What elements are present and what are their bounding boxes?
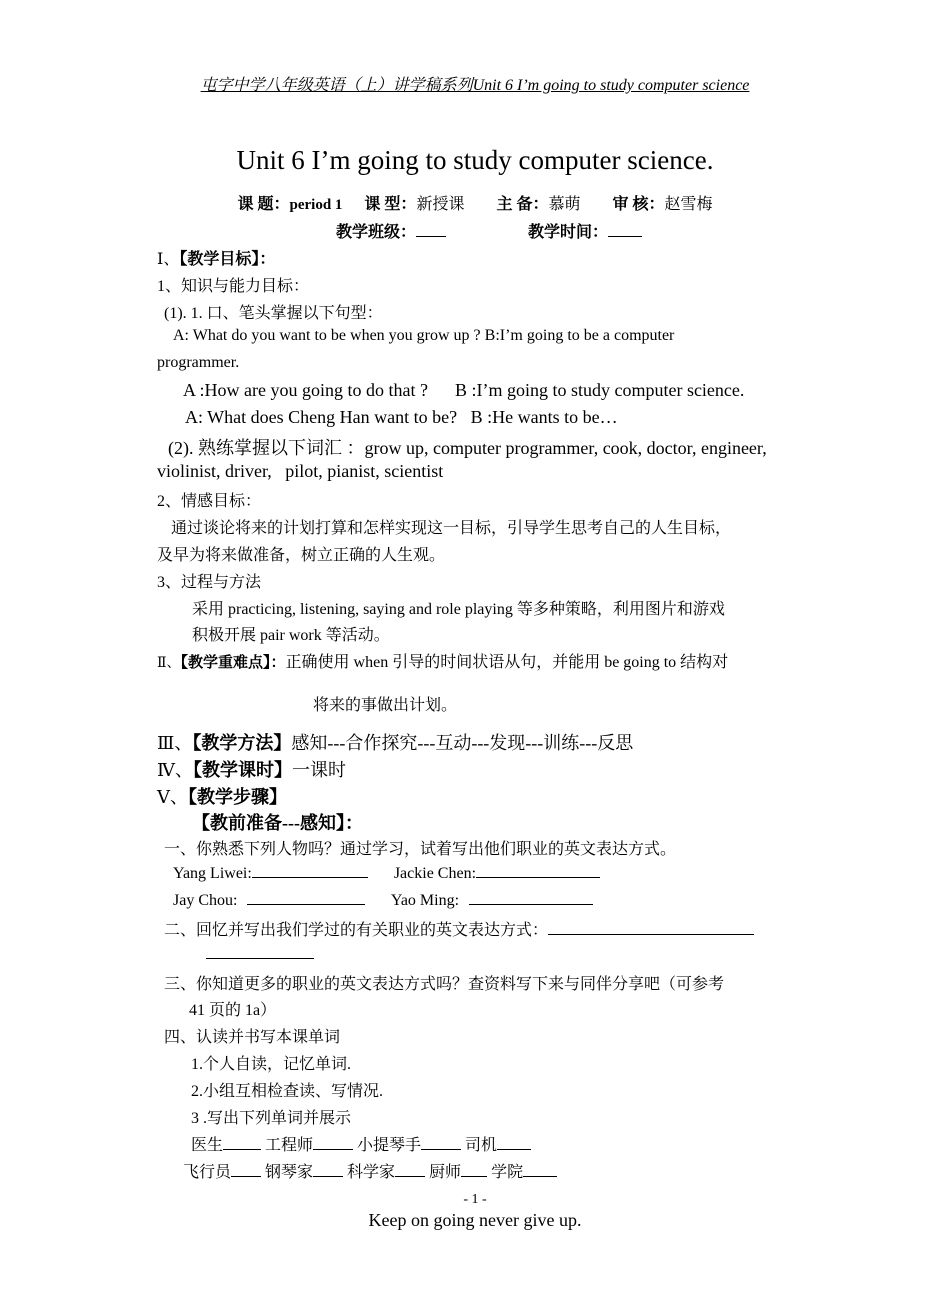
- answer-blank[interactable]: [247, 890, 365, 905]
- pattern-2: A :How are you going to do that ? B :I’m going to study computer science.: [183, 380, 745, 400]
- type-value: 新授课: [416, 196, 465, 213]
- pre-class-heading: 【教前准备---感知】：: [192, 813, 363, 833]
- class-time-row: [336, 219, 642, 242]
- task-4: 四、认读并书写本课单词: [164, 1029, 341, 1046]
- page-number: - 1 -: [463, 1192, 487, 1207]
- process-method: 3、过程与方法: [157, 574, 262, 591]
- sentence-patterns-label: (1). 1. 口、笔头掌握以下句型：: [164, 305, 383, 322]
- task-2: 二、回忆并写出我们学过的有关职业的英文表达方式：: [164, 917, 754, 940]
- task-3-line-1: 三、你知道更多的职业的英文表达方式吗？查资料写下来与同伴分享吧（可参考: [164, 976, 725, 993]
- review-value: 赵雪梅: [664, 196, 713, 213]
- answer-blank[interactable]: [252, 863, 368, 878]
- answer-blank[interactable]: [231, 1162, 261, 1177]
- time-label: 教学时间：: [528, 224, 609, 241]
- teaching-method: Ⅲ、【教学方法】感知---合作探究---互动---发现---训练---反思: [157, 733, 634, 753]
- answer-blank[interactable]: [395, 1162, 425, 1177]
- knowledge-goal: 1、知识与能力目标：: [157, 278, 310, 295]
- prep-label: 主 备：: [496, 196, 549, 213]
- time-blank[interactable]: [608, 222, 642, 237]
- document-title: Unit 6 I’m going to study computer science.: [236, 145, 714, 175]
- objectives-heading: Ⅰ、【教学目标】：: [157, 251, 276, 268]
- answer-blank[interactable]: [421, 1135, 461, 1150]
- answer-blank[interactable]: [461, 1162, 487, 1177]
- answer-blank[interactable]: [313, 1162, 343, 1177]
- answer-blank[interactable]: [206, 944, 314, 959]
- class-label: 教学班级：: [336, 224, 417, 241]
- task-4-step-1: 1.个人自读，记忆单词.: [191, 1056, 352, 1073]
- topic-label: 课 题：: [237, 196, 290, 213]
- process-method-text-2: 积极开展 pair work 等活动。: [192, 627, 390, 644]
- prep-value: 慕萌: [548, 196, 581, 213]
- review-label: 审 核：: [612, 196, 665, 213]
- emotion-goal: 2、情感目标：: [157, 493, 262, 510]
- pattern-1a: A: What do you want to be when you grow up ? B:I’m going to be a computer: [173, 327, 675, 344]
- vocabulary-line-2: violinist, driver, pilot, pianist, scientist: [157, 461, 444, 481]
- answer-blank[interactable]: [523, 1162, 557, 1177]
- task-1-row-1: Yang Liwei: Jackie Chen:: [173, 863, 600, 883]
- class-blank[interactable]: [416, 222, 446, 237]
- answer-blank[interactable]: [469, 890, 593, 905]
- emotion-goal-text-2: 及早为将来做准备，树立正确的人生观。: [157, 547, 446, 564]
- pattern-3: A: What does Cheng Han want to be? B :He wants to be…: [185, 407, 618, 427]
- key-points-line-2: 将来的事做出计划。: [313, 697, 458, 714]
- process-method-text-1: 采用 practicing, listening, saying and role playing 等多种策略，利用图片和游戏: [192, 601, 725, 618]
- answer-blank[interactable]: [497, 1135, 531, 1150]
- vocabulary-line-1: (2). 熟练掌握以下词汇 ：grow up, computer programmer, cook, doctor, engineer,: [168, 438, 767, 458]
- word-row-1: 医生 工程师 小提琴手 司机: [191, 1132, 531, 1155]
- emotion-goal-text-1: 通过谈论将来的计划打算和怎样实现这一目标，引导学生思考自己的人生目标，: [171, 520, 732, 537]
- task-3-line-2: 41 页的 1a）: [189, 1002, 277, 1019]
- answer-blank[interactable]: [476, 863, 600, 878]
- answer-blank[interactable]: [548, 920, 754, 935]
- topic-value: period 1: [289, 197, 343, 213]
- course-info-row: [0, 191, 950, 214]
- task-4-step-2: 2.小组互相检查读、写情况.: [191, 1083, 384, 1100]
- task-1: 一、你熟悉下列人物吗？通过学习，试着写出他们职业的英文表达方式。: [164, 841, 677, 858]
- answer-blank[interactable]: [313, 1135, 353, 1150]
- type-label: 课 型：: [364, 196, 417, 213]
- answer-blank[interactable]: [223, 1135, 261, 1150]
- task-4-step-3: 3 .写出下列单词并展示: [191, 1110, 352, 1127]
- teaching-hours: Ⅳ、【教学课时】一课时: [157, 760, 346, 780]
- pattern-1b: programmer.: [157, 354, 240, 371]
- task-1-row-2: Jay Chou: Yao Ming:: [173, 890, 593, 910]
- key-points-line: Ⅱ、【教学重难点】：正确使用 when 引导的时间状语从句，并能用 be going to 结构对: [157, 654, 729, 671]
- teaching-steps-heading: Ⅴ、【教学步骤】: [157, 787, 287, 807]
- footer-motto: Keep on going never give up.: [368, 1210, 582, 1230]
- word-row-2: 飞行员 钢琴家 科学家 厨师 学院: [183, 1159, 557, 1182]
- page-header: 屯字中学八年级英语（上）讲学稿系列Unit 6 I’m going to study computer science: [200, 77, 750, 94]
